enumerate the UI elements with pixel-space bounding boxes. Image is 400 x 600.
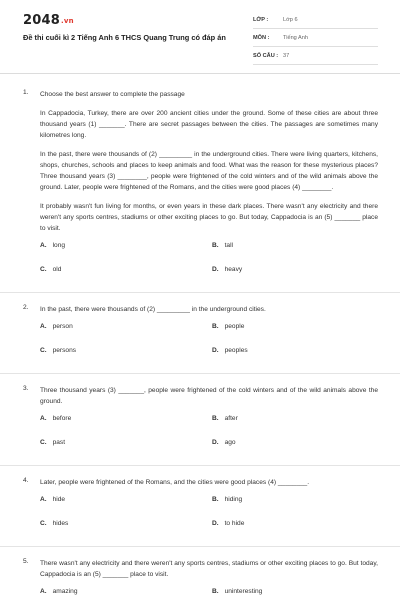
option-a[interactable]: A. hide	[40, 496, 66, 503]
meta-class	[253, 15, 378, 29]
option-text: old	[52, 266, 62, 273]
logo-suffix: .vn	[60, 17, 74, 25]
question-divider	[0, 546, 400, 547]
question-prompt: Three thousand years (3) _______, people were frightened of the cold winters and of the wild animals above the ground.	[40, 387, 378, 405]
question-number: 3.	[23, 385, 29, 392]
answer-options	[0, 415, 400, 461]
option-text: after	[224, 415, 238, 422]
option-text: to hide	[224, 520, 245, 527]
question-number: 1.	[23, 89, 29, 96]
question-number: 5.	[23, 558, 29, 565]
option-text: tall	[224, 242, 234, 249]
reading-passage	[0, 108, 400, 234]
option-text: peoples	[224, 347, 248, 354]
meta-label: MÔN :	[253, 35, 270, 41]
header-divider	[0, 73, 400, 74]
option-text: hide	[52, 496, 66, 503]
option-text: person	[52, 323, 73, 330]
option-c[interactable]: C. hides	[40, 520, 69, 527]
option-text: heavy	[224, 266, 243, 273]
meta-value: Lớp 6	[283, 17, 298, 23]
option-d[interactable]: D. to hide	[212, 520, 245, 527]
option-a[interactable]: A. long	[40, 242, 66, 249]
question-1	[0, 89, 400, 293]
passage-paragraph: In the past, there were thousands of (2) _________ in the underground cities. There were living quarters, kitchens, shops, churches, schools and places to keep animals and food. What was the reason for these mysterious places? Three thousand years (3) ________, people were frightened of the cold winters and of the wild animals above the ground. Later, people were frightened of the Romans, and the cities were good places (4) ________.	[40, 151, 378, 191]
meta-value: 37	[283, 53, 290, 59]
option-d[interactable]: D. ago	[212, 439, 236, 446]
option-text: ago	[224, 439, 236, 446]
exam-meta	[253, 15, 378, 69]
option-text: long	[52, 242, 66, 249]
option-a[interactable]: A. before	[40, 415, 72, 422]
question-3	[0, 385, 400, 466]
option-text: before	[52, 415, 72, 422]
option-d[interactable]: D. heavy	[212, 266, 243, 273]
question-prompt: Later, people were frightened of the Romans, and the cities were good places (4) ________.	[40, 479, 310, 486]
passage-paragraph: It probably wasn't fun living for months, or even years in these dark places. There wasn't any electricity and there weren't any sports centres, stadiums or other exciting places to go. But today, Cappadocia is an (5) _______ place to visit.	[40, 203, 378, 232]
option-b[interactable]: B. after	[212, 415, 238, 422]
option-b[interactable]: B. people	[212, 323, 245, 330]
option-d[interactable]: D. peoples	[212, 347, 248, 354]
question-2	[0, 304, 400, 374]
answer-options	[0, 496, 400, 542]
answer-options	[0, 323, 400, 369]
option-c[interactable]: C. old	[40, 266, 62, 273]
site-logo[interactable]	[23, 13, 74, 28]
answer-options	[0, 588, 400, 600]
option-text: persons	[52, 347, 77, 354]
question-prompt: In the past, there were thousands of (2) _________ in the underground cities.	[40, 306, 266, 313]
question-number: 4.	[23, 477, 29, 484]
option-text: amazing	[52, 588, 78, 595]
option-a[interactable]: A. person	[40, 323, 73, 330]
passage-paragraph: In Cappadocia, Turkey, there are over 200 ancient cities under the ground. Some of these cities are about three thousand years (1) _______. There are secret passages between the cities. The passages are sometimes many kilometres long.	[40, 110, 378, 139]
question-divider	[0, 465, 400, 466]
option-b[interactable]: B. tall	[212, 242, 234, 249]
document-title: Đề thi cuối kì 2 Tiếng Anh 6 THCS Quang Trung có đáp án	[23, 33, 226, 42]
question-list	[0, 78, 400, 600]
meta-value: Tiếng Anh	[283, 35, 308, 41]
question-5	[0, 558, 400, 600]
meta-label: LỚP :	[253, 17, 269, 23]
question-prompt: There wasn't any electricity and there weren't any sports centres, stadiums or other exciting places to go. But today, Cappadocia is an (5) _______ place to visit.	[40, 560, 378, 578]
meta-subject	[253, 33, 378, 47]
page-header	[0, 0, 400, 74]
option-a[interactable]: A. amazing	[40, 588, 78, 595]
logo-text: 2048	[23, 13, 60, 28]
meta-question-count	[253, 51, 378, 65]
option-text: hides	[52, 520, 69, 527]
question-divider	[0, 292, 400, 293]
question-prompt: Choose the best answer to complete the passage	[40, 91, 185, 98]
option-c[interactable]: C. persons	[40, 347, 77, 354]
option-b[interactable]: B. hiding	[212, 496, 243, 503]
meta-label: SỐ CÂU :	[253, 53, 279, 59]
option-text: people	[224, 323, 245, 330]
option-text: uninteresting	[224, 588, 263, 595]
answer-options	[0, 242, 400, 288]
option-c[interactable]: C. past	[40, 439, 66, 446]
option-text: hiding	[224, 496, 243, 503]
question-number: 2.	[23, 304, 29, 311]
question-divider	[0, 373, 400, 374]
option-b[interactable]: B. uninteresting	[212, 588, 263, 595]
option-text: past	[52, 439, 66, 446]
question-4	[0, 477, 400, 547]
